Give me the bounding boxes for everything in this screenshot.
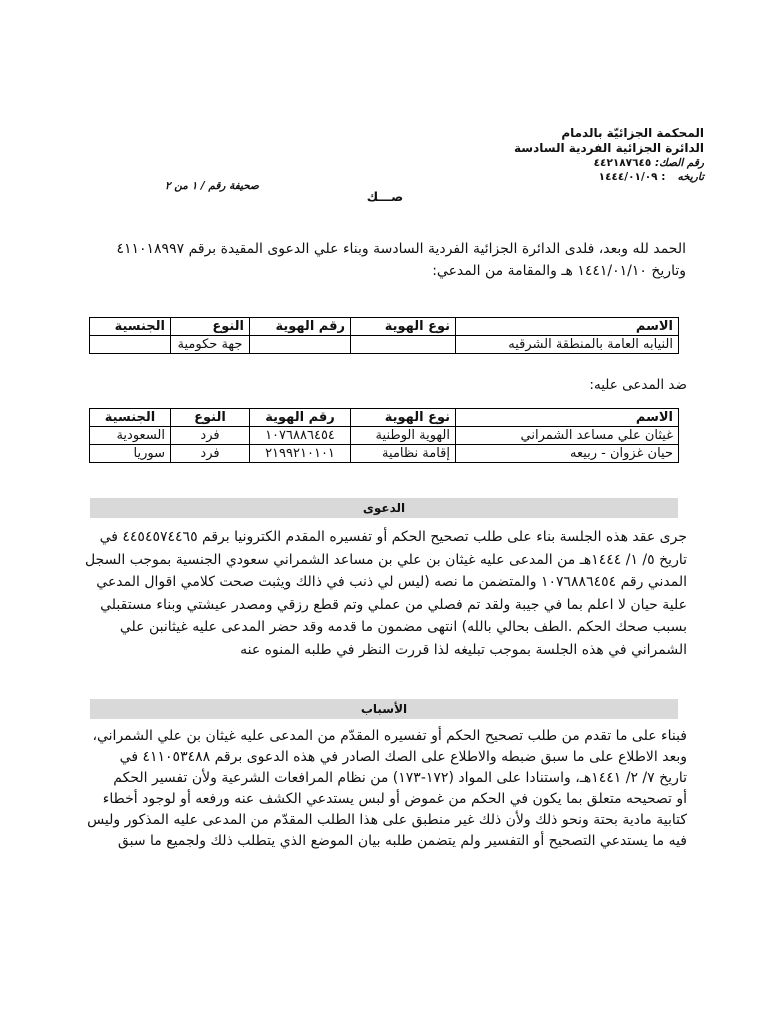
cell-name: النيابه العامة بالمنطقة الشرقيه [456, 336, 679, 354]
header-name: الاسم [456, 409, 679, 427]
cell-type: فرد [171, 427, 250, 445]
court-name: المحكمة الجزائيّة بالدمام [561, 126, 704, 140]
cell-id-type: الهوية الوطنية [351, 427, 456, 445]
defendant-label: ضد المدعى عليه: [589, 377, 687, 393]
header-id-type: نوع الهوية [351, 409, 456, 427]
cell-type: جهة حكومية [171, 336, 250, 354]
circuit-name: الدائرة الجزائية الفردية السادسة [513, 141, 704, 155]
section-heading-reasons: الأسباب [90, 699, 678, 719]
paragraph-line: فبناء على ما تقدم من طلب تصحيح الحكم أو تفسيره المقدّم من المدعى عليه غيثان بن علي الشمراني، [92, 728, 687, 744]
table-row [90, 336, 679, 354]
plaintiff-table [89, 317, 679, 354]
date-line [304, 170, 704, 184]
date-value: : ١٤٤٤/٠١/٠٩ [598, 171, 666, 183]
defendant-table [89, 408, 679, 463]
instrument-number-line [304, 156, 704, 170]
header-id-number: رقم الهوية [250, 409, 351, 427]
header-id-type: نوع الهوية [351, 318, 456, 336]
header-name: الاسم [456, 318, 679, 336]
claim-paragraph [84, 526, 687, 661]
cell-id-type [351, 336, 456, 354]
table-header-row [90, 409, 679, 427]
date-label: تاريخه [677, 171, 704, 183]
header-type: النوع [171, 318, 250, 336]
header-id-number: رقم الهوية [250, 318, 351, 336]
page-number: صحيفة رقم / ١ من ٢ [165, 180, 259, 192]
cell-nationality [90, 336, 171, 354]
table-header-row [90, 318, 679, 336]
cell-id-type: إقامة نظامية [351, 445, 456, 463]
paragraph-line: تاريخ ٧/ ٢/ ١٤٤١هـ، واستنادا على المواد (١٧٢-١٧٣) من نظام المرافعات الشرعية ولأن تفسير الحكم [113, 770, 687, 786]
intro-line: الحمد لله وبعد، فلدى الدائرة الجزائية الفردية السادسة وبناء علي الدعوى المقيدة برقم ٤١١٠١٨٩٩٧ [116, 241, 686, 257]
cell-name: غيثان علي مساعد الشمراني [456, 427, 679, 445]
instrument-number: ٤٤٢١٨٧٦٤٥ [593, 157, 652, 169]
paragraph-line: جرى عقد هذه الجلسة بناء على طلب تصحيح الحكم أو تفسيره المقدم الكترونيا برقم ٤٤٥٤٥٧٤٤٦٥ في [99, 529, 687, 545]
cell-nationality: السعودية [90, 427, 171, 445]
cell-name: حيان غزوان - ربيعه [456, 445, 679, 463]
table-row [90, 427, 679, 445]
cell-type: فرد [171, 445, 250, 463]
paragraph-line: المدني رقم ١٠٧٦٨٨٦٤٥٤ والمتضمن ما نصه (ليس لي ذنب في ذالك ويثبت صحت كلامي اقوال المدعي [96, 574, 687, 590]
instrument-label: رقم الصك: [654, 157, 704, 169]
paragraph-line: أو تصحيحه متعلق بما يكون في الحكم من غموض أو لبس يستدعي الكشف عنه ورفعه أو لوجود أخطاء [102, 791, 687, 807]
paragraph-line: بسبب صحك الحكم .الطف بحالي بالله) انتهى مضمون ما قدمه وقد حضر المدعى عليه غيثانبن علي [119, 619, 687, 635]
cell-nationality: سوريا [90, 445, 171, 463]
paragraph-line: علية حيان لا اعلم بما في جيبة ولقد تم فصلي من عملي وتم قطع رزقي ومصدر عيشتي وبناء مستقبلي [100, 596, 687, 613]
section-heading-claim: الدعوى [90, 498, 678, 518]
cell-id-number: ١٠٧٦٨٨٦٤٥٤ [250, 427, 351, 445]
intro-paragraph [86, 238, 686, 282]
header-type: النوع [171, 409, 250, 427]
paragraph-line: وبعد الاطلاع على ما سبق ضبطه والاطلاع على الصك الصادر في هذه الدعوى برقم ٤١١٠٥٣٤٨٨ في [119, 749, 687, 765]
cell-id-number [250, 336, 351, 354]
cell-id-number: ٢١٩٩٢١٠١٠١ [250, 445, 351, 463]
paragraph-line: كتابية مادية بحتة ونحو ذلك ولأن ذلك غير منطبق على هذا الطلب المقدّم من المدعى عليه المذكور وليس [87, 812, 687, 828]
paragraph-line: الشمراني في هذه الجلسة بموجب تبليغه لذا قررت النظر في طلبه المنوه عنه [240, 641, 687, 658]
header-nationality: الجنسية [90, 318, 171, 336]
paragraph-line: تاريخ ٥/ ١/ ١٤٤٤هـ من المدعى عليه غيثان بن علي بن مساعد الشمراني سعودي الجنسية بموجب السجل [84, 551, 687, 568]
paragraph-line: فيه ما يستدعي التصحيح أو التفسير ولم يتضمن طلبه بيان الموضع الذي يتطلب ذلك ولجميع ما سبق [117, 833, 687, 849]
court-header [304, 126, 704, 184]
document-title: صـــك [366, 189, 404, 204]
intro-line: وتاريخ ١٤٤١/٠١/١٠ هـ والمقامة من المدعي: [432, 263, 686, 279]
reasons-paragraph [87, 726, 687, 852]
table-row [90, 445, 679, 463]
header-nationality: الجنسية [90, 409, 171, 427]
